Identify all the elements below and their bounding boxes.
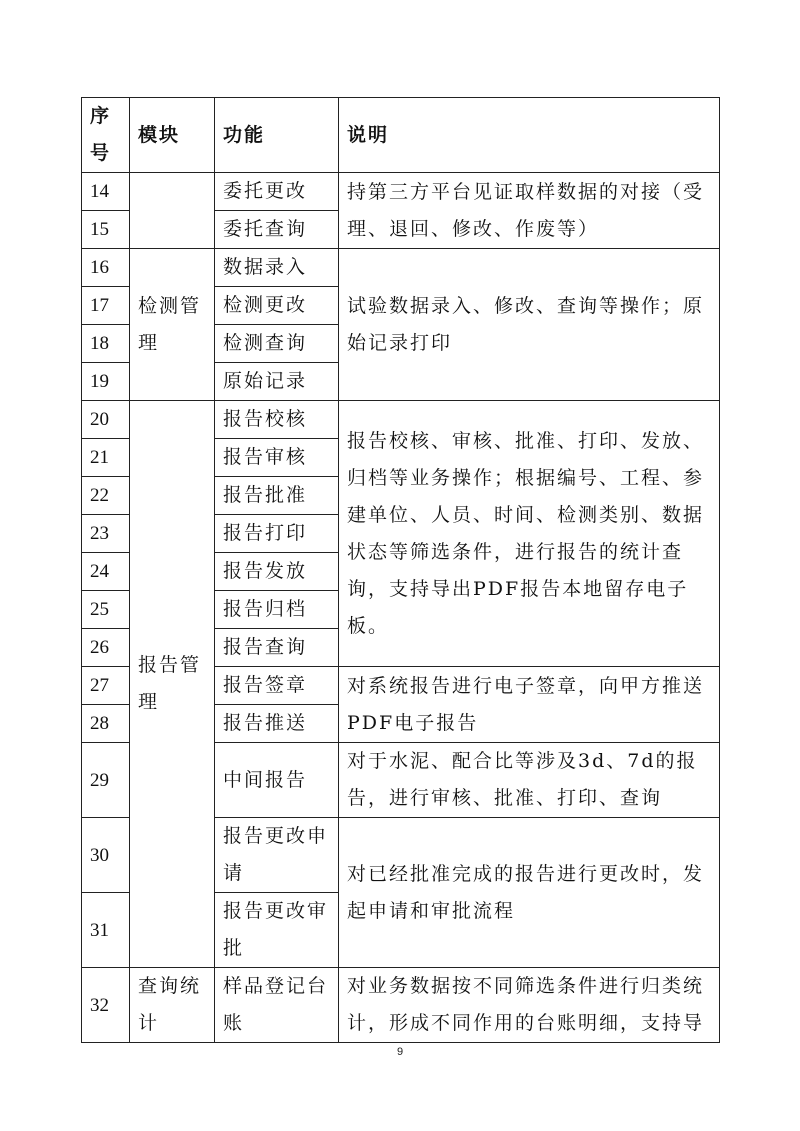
row-number: 17 [82, 287, 130, 325]
row-number: 19 [82, 363, 130, 401]
description-cell: 对于水泥、配合比等涉及3d、7d的报告，进行审核、批准、打印、查询 [339, 743, 720, 818]
function-cell: 报告查询 [215, 629, 339, 667]
row-number: 21 [82, 439, 130, 477]
function-cell: 报告校核 [215, 401, 339, 439]
page-number: 9 [396, 1046, 404, 1058]
module-cell-empty [130, 173, 215, 249]
row-number: 28 [82, 705, 130, 743]
row-number: 24 [82, 553, 130, 591]
header-function: 功能 [215, 98, 339, 173]
row-number: 30 [82, 818, 130, 893]
header-seq: 序号 [82, 98, 130, 173]
function-cell: 委托更改 [215, 173, 339, 211]
function-cell: 报告更改申请 [215, 818, 339, 893]
function-cell: 样品登记台账 [215, 968, 339, 1043]
row-number: 29 [82, 743, 130, 818]
row-number: 25 [82, 591, 130, 629]
row-number: 23 [82, 515, 130, 553]
function-cell: 检测更改 [215, 287, 339, 325]
row-number: 26 [82, 629, 130, 667]
function-cell: 数据录入 [215, 249, 339, 287]
table-row [82, 173, 720, 211]
row-number: 32 [82, 968, 130, 1043]
module-cell: 报告管理 [130, 401, 215, 968]
function-cell: 报告审核 [215, 439, 339, 477]
row-number: 27 [82, 667, 130, 705]
row-number: 15 [82, 211, 130, 249]
row-number: 14 [82, 173, 130, 211]
row-number: 16 [82, 249, 130, 287]
function-cell: 报告批准 [215, 477, 339, 515]
function-cell: 报告签章 [215, 667, 339, 705]
table-header-row [82, 98, 720, 173]
module-cell: 查询统计 [130, 968, 215, 1043]
module-cell: 检测管理 [130, 249, 215, 401]
table-row [82, 249, 720, 287]
description-cell: 对系统报告进行电子签章，向甲方推送PDF电子报告 [339, 667, 720, 743]
function-cell: 委托查询 [215, 211, 339, 249]
header-module: 模块 [130, 98, 215, 173]
function-cell: 报告推送 [215, 705, 339, 743]
table-row [82, 401, 720, 439]
table-row [82, 968, 720, 1043]
row-number: 20 [82, 401, 130, 439]
function-cell: 报告更改审批 [215, 893, 339, 968]
row-number: 22 [82, 477, 130, 515]
description-cell: 试验数据录入、修改、查询等操作；原始记录打印 [339, 249, 720, 401]
description-cell: 对业务数据按不同筛选条件进行归类统计，形成不同作用的台账明细，支持导 [339, 968, 720, 1043]
description-cell: 对已经批准完成的报告进行更改时，发起申请和审批流程 [339, 818, 720, 968]
function-spec-table [81, 97, 720, 1043]
function-cell: 报告发放 [215, 553, 339, 591]
function-cell: 报告打印 [215, 515, 339, 553]
header-description: 说明 [339, 98, 720, 173]
function-cell: 中间报告 [215, 743, 339, 818]
function-cell: 检测查询 [215, 325, 339, 363]
description-cell: 持第三方平台见证取样数据的对接（受理、退回、修改、作废等） [339, 173, 720, 249]
description-cell: 报告校核、审核、批准、打印、发放、归档等业务操作；根据编号、工程、参建单位、人员、时间、检测类别、数据状态等筛选条件，进行报告的统计查询，支持导出PDF报告本地留存电子板。 [339, 401, 720, 667]
row-number: 18 [82, 325, 130, 363]
function-cell: 原始记录 [215, 363, 339, 401]
row-number: 31 [82, 893, 130, 968]
function-cell: 报告归档 [215, 591, 339, 629]
